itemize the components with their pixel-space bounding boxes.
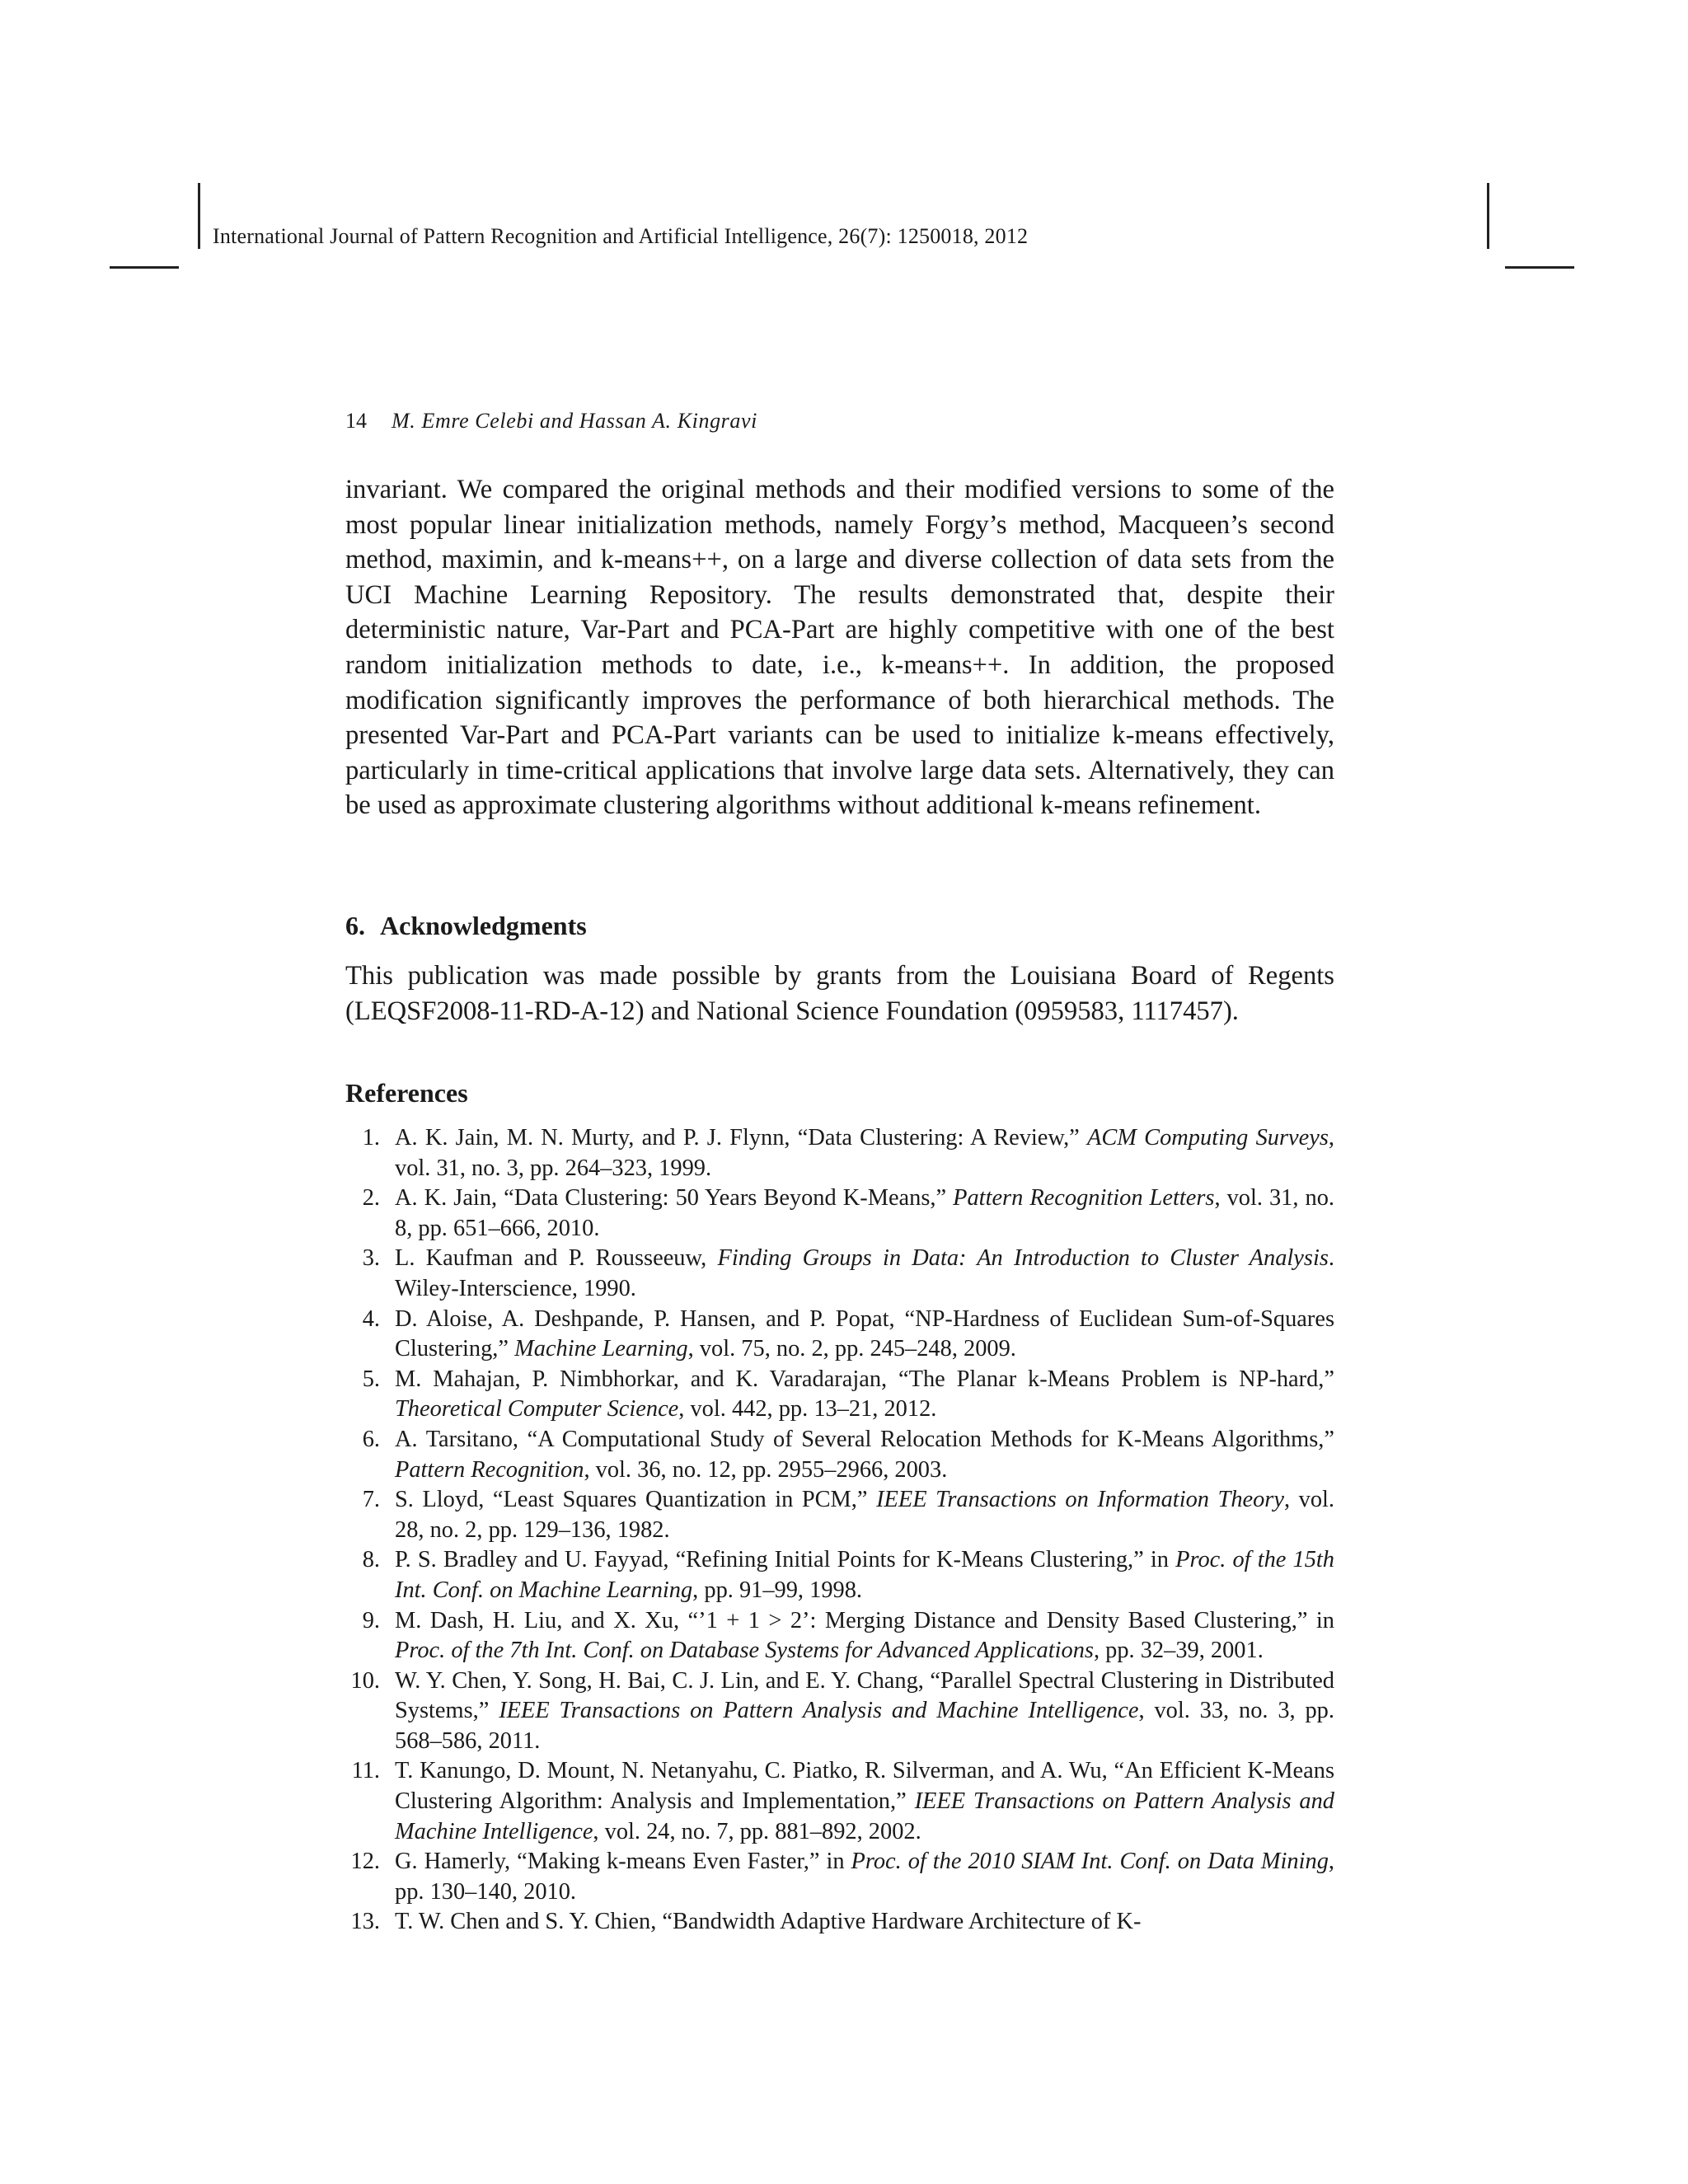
reference-item: [345, 1425, 1334, 1485]
reference-venue: Finding Groups in Data: An Introduction to Cluster Analysis: [717, 1245, 1329, 1272]
reference-item: [345, 1183, 1334, 1244]
reference-item: [345, 1244, 1334, 1304]
page-number: 14: [345, 409, 367, 433]
reference-number: 11.: [351, 1758, 380, 1784]
reference-text: G. Hamerly, “Making k-means Even Faster,” in: [395, 1849, 851, 1875]
conclusion-paragraph: invariant. We compared the original methods and their modified versions to some of the most popular linear initialization methods, namely Forgy’s method, Macqueen’s second method, maximin, and k-means++, on a large and diverse collection of data sets from the UCI Machine Learning Repository. The results demonstrated that, despite their deterministic nature, Var-Part and PCA-Part are highly competitive with one of the best random initialization methods to date, i.e., k-means++. In addition, the proposed modification significantly improves the performance of both hierarchical methods. The presented Var-Part and PCA-Part variants can be used to initialize k-means effectively, particularly in time-critical applications that involve large data sets. Alternatively, they can be used as approximate clustering algorithms without additional k-means refinement.: [345, 475, 1334, 821]
reference-details: , vol. 75, no. 2, pp. 245–248, 2009.: [687, 1336, 1016, 1362]
reference-number: 5.: [362, 1366, 380, 1392]
reference-venue: ACM Computing Surveys: [1087, 1125, 1329, 1151]
reference-venue: Pattern Recognition: [395, 1456, 584, 1483]
reference-number: 10.: [350, 1667, 380, 1694]
reference-text: M. Mahajan, P. Nimbhorkar, and K. Varadarajan, “The Planar k-Means Problem is NP-hard,”: [395, 1366, 1334, 1392]
reference-number: 8.: [362, 1547, 380, 1573]
reference-number: 3.: [362, 1245, 380, 1272]
reference-number: 9.: [362, 1607, 380, 1633]
crop-mark-right-horizontal: [1505, 266, 1574, 269]
reference-venue: Proc. of the 7th Int. Conf. on Database Systems for Advanced Applications: [395, 1638, 1094, 1664]
reference-item: [345, 1545, 1334, 1605]
reference-item: [345, 1756, 1334, 1847]
crop-mark-right-vertical: [1487, 183, 1489, 249]
reference-venue: IEEE Transactions on Pattern Analysis and Machine Intelligence: [395, 1788, 1334, 1844]
reference-details: , pp. 91–99, 1998.: [692, 1577, 863, 1603]
reference-text: S. Lloyd, “Least Squares Quantization in PCM,”: [395, 1487, 877, 1513]
reference-number: 6.: [362, 1426, 380, 1452]
reference-details: , pp. 130–140, 2010.: [395, 1849, 1335, 1905]
reference-details: , vol. 36, no. 12, pp. 2955–2966, 2003.: [584, 1456, 948, 1483]
reference-text: A. Tarsitano, “A Computational Study of Several Relocation Methods for K-Means Algorithms,”: [395, 1426, 1334, 1452]
crop-mark-left-vertical: [198, 183, 200, 249]
section-title: Acknowledgments: [380, 911, 587, 940]
reference-venue: Pattern Recognition Letters: [953, 1185, 1215, 1212]
reference-item: [345, 1123, 1334, 1183]
running-head: [345, 409, 757, 434]
reference-number: 13.: [350, 1909, 380, 1935]
reference-details: , vol. 24, no. 7, pp. 881–892, 2002.: [593, 1818, 921, 1844]
reference-list: [345, 1123, 1334, 1938]
reference-text: D. Aloise, A. Deshpande, P. Hansen, and P. Popat, “NP-Hardness of Euclidean Sum-of-Squares Clustering,”: [395, 1305, 1334, 1362]
acknowledgments-paragraph: This publication was made possible by grants from the Louisiana Board of Regents (LEQSF2008-11-RD-A-12) and National Science Foundation (0959583, 1117457).: [345, 961, 1334, 1026]
reference-venue: Proc. of the 15th Int. Conf. on Machine Learning: [395, 1547, 1335, 1603]
reference-item: [345, 1666, 1334, 1757]
reference-number: 4.: [362, 1305, 380, 1332]
reference-item: [345, 1907, 1334, 1938]
reference-venue: Machine Learning: [514, 1336, 688, 1362]
reference-venue: Proc. of the 2010 SIAM Int. Conf. on Data Mining: [851, 1849, 1329, 1875]
reference-details: , vol. 33, no. 3, pp. 568–586, 2011.: [395, 1698, 1334, 1754]
reference-details: , vol. 31, no. 8, pp. 651–666, 2010.: [395, 1185, 1335, 1241]
reference-number: 2.: [362, 1185, 380, 1212]
acknowledgments-heading: [345, 911, 587, 941]
reference-number: 1.: [362, 1125, 380, 1151]
reference-item: [345, 1365, 1334, 1425]
reference-number: 7.: [362, 1487, 380, 1513]
reference-number: 12.: [350, 1849, 380, 1875]
reference-details: . Wiley-Interscience, 1990.: [395, 1245, 1334, 1301]
reference-text: A. K. Jain, M. N. Murty, and P. J. Flynn, “Data Clustering: A Review,”: [395, 1125, 1088, 1151]
reference-venue: IEEE Transactions on Information Theory: [876, 1487, 1284, 1513]
reference-item: [345, 1847, 1334, 1907]
reference-text: T. W. Chen and S. Y. Chien, “Bandwidth Adaptive Hardware Architecture of K-: [395, 1909, 1142, 1935]
reference-venue: Theoretical Computer Science: [395, 1396, 679, 1422]
running-head-authors: M. Emre Celebi and Hassan A. Kingravi: [392, 409, 757, 433]
reference-text: W. Y. Chen, Y. Song, H. Bai, C. J. Lin, and E. Y. Chang, “Parallel Spectral Clustering in Distributed Systems,”: [395, 1667, 1334, 1724]
reference-item: [345, 1305, 1334, 1365]
journal-citation: International Journal of Pattern Recognition and Artificial Intelligence, 26(7): 1250018, 2012: [213, 224, 1029, 248]
reference-text: M. Dash, H. Liu, and X. Xu, “’1 + 1 > 2’: Merging Distance and Density Based Clustering,” in: [395, 1607, 1334, 1633]
reference-text: T. Kanungo, D. Mount, N. Netanyahu, C. Piatko, R. Silverman, and A. Wu, “An Efficient K-Means Clustering Algorithm: Analysis and Implementation,”: [395, 1758, 1334, 1815]
section-number: 6.: [345, 911, 365, 940]
reference-text: P. S. Bradley and U. Fayyad, “Refining Initial Points for K-Means Clustering,” in: [395, 1547, 1176, 1573]
reference-details: , vol. 28, no. 2, pp. 129–136, 1982.: [395, 1487, 1334, 1543]
reference-item: [345, 1606, 1334, 1666]
references-heading: References: [345, 1078, 468, 1108]
reference-details: , vol. 31, no. 3, pp. 264–323, 1999.: [395, 1125, 1334, 1181]
crop-mark-left-horizontal: [110, 266, 179, 269]
reference-text: A. K. Jain, “Data Clustering: 50 Years Beyond K-Means,”: [395, 1185, 954, 1212]
reference-item: [345, 1485, 1334, 1545]
reference-details: , vol. 442, pp. 13–21, 2012.: [678, 1396, 937, 1422]
reference-text: L. Kaufman and P. Rousseeuw,: [395, 1245, 718, 1272]
reference-venue: IEEE Transactions on Pattern Analysis and Machine Intelligence: [499, 1698, 1139, 1724]
reference-details: , pp. 32–39, 2001.: [1093, 1638, 1264, 1664]
